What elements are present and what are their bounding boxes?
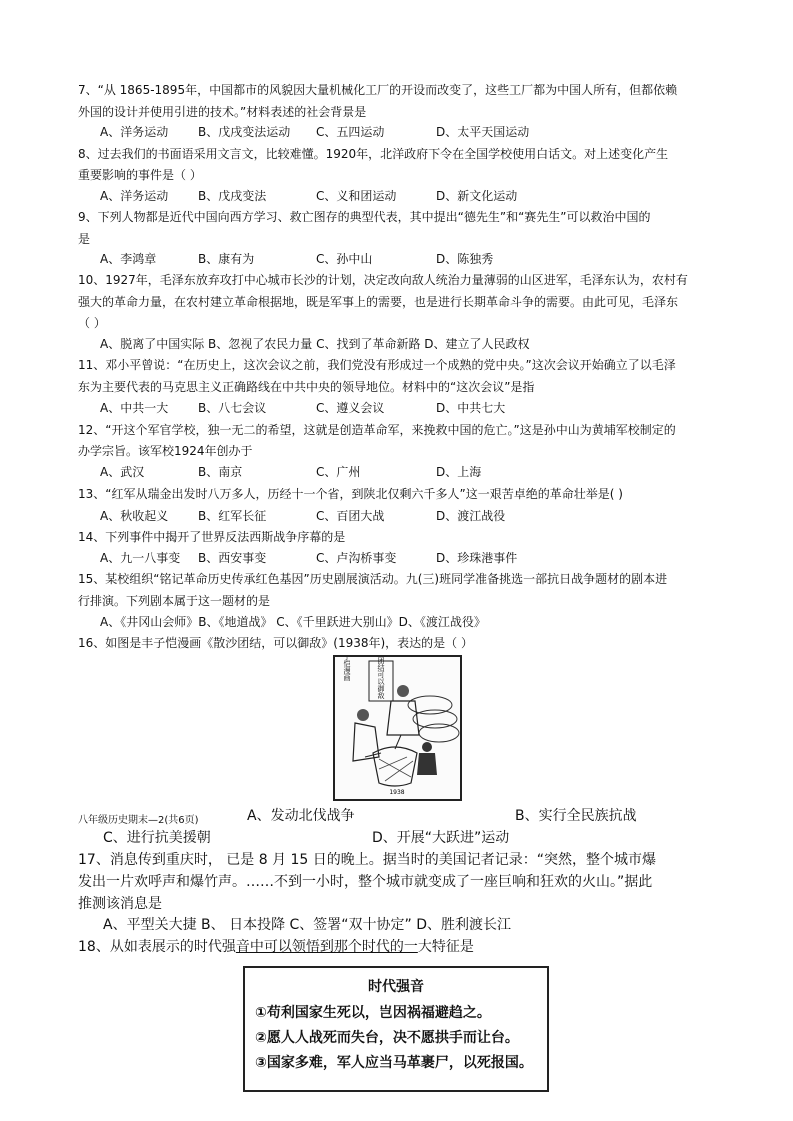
q7-stem-line1: 7、“从 1865-1895年，中国都市的风貌因大量机械化工厂的开设而改变了，这些工厂都为中国人所有，但都依赖 <box>78 83 678 97</box>
comic-illustration <box>335 657 460 799</box>
q15-options[interactable]: A、《井冈山会师》B、《地道战》 C、《千里跃进大别山》D、《渡江战役》 <box>100 615 486 629</box>
q16-option-b[interactable]: B、实行全民族抗战 <box>515 808 637 824</box>
q15-stem-line1: 15、某校组织“铭记革命历史传承红色基因”历史剧展演活动。九(三)班同学准备挑选一部抗日战争题材的剧本进 <box>78 572 668 586</box>
q13-option-b[interactable]: B、红军长征 <box>198 509 267 523</box>
box-line-1: ①苟利国家生死以，岂因祸福避趋之。 <box>255 1005 491 1021</box>
q14-option-d[interactable]: D、珍珠港事件 <box>436 551 518 565</box>
q8-option-d[interactable]: D、新文化运动 <box>436 189 518 203</box>
q13-option-d[interactable]: D、渡江战役 <box>436 509 506 523</box>
q9-option-d[interactable]: D、陈独秀 <box>436 252 494 266</box>
q10-stem-line1: 10、1927年，毛泽东放弃攻打中心城市长沙的计划，决定改向敌人统治力量薄弱的山区进军，毛泽东认为，农村有 <box>78 273 688 287</box>
q12-option-b[interactable]: B、南京 <box>198 465 243 479</box>
q8-option-a[interactable]: A、洋务运动 <box>100 189 169 203</box>
q14-stem-line1: 14、下列事件中揭开了世界反法西斯战争序幕的是 <box>78 530 346 544</box>
q15-stem-line2: 行排演。下列剧本属于这一题材的是 <box>78 594 271 608</box>
q16-option-c[interactable]: C、进行抗美援朝 <box>103 830 211 846</box>
q16-stem-line1: 16、如图是丰子恺漫画《散沙团结，可以御敌》(1938年)，表达的是（ ） <box>78 636 473 650</box>
comic-year: 1938 <box>389 789 405 796</box>
q7-stem-line2: 外国的设计并使用引进的技术。”材料表述的社会背景是 <box>78 105 367 119</box>
q9-option-c[interactable]: C、孙中山 <box>316 252 373 266</box>
q9-option-b[interactable]: B、康有为 <box>198 252 255 266</box>
q11-stem-line1: 11、邓小平曾说：“在历史上，这次会议之前，我们党没有形成过一个成熟的党中央。”这次会议开始确立了以毛泽 <box>78 358 676 372</box>
q8-stem-line1: 8、过去我们的书面语采用文言文，比较难懂。1920年，北洋政府下令在全国学校使用白话文。对上述变化产生 <box>78 147 669 161</box>
q7-option-c[interactable]: C、五四运动 <box>316 125 385 139</box>
q11-option-a[interactable]: A、中共一大 <box>100 401 169 415</box>
q14-option-c[interactable]: C、卢沟桥事变 <box>316 551 397 565</box>
q11-stem-line2: 东为主要代表的马克思主义正确路线在中共中央的领导地位。材料中的“这次会议”是指 <box>78 380 535 394</box>
q16-option-d[interactable]: D、开展“大跃进”运动 <box>372 830 510 846</box>
q13-option-c[interactable]: C、百团大战 <box>316 509 385 523</box>
q12-stem-line2: 办学宗旨。该军校1924年创办于 <box>78 444 253 458</box>
q11-option-d[interactable]: D、中共七大 <box>436 401 506 415</box>
q9-option-a[interactable]: A、李鸿章 <box>100 252 157 266</box>
q17-stem-line1: 17、消息传到重庆时， 已是 8 月 15 日的晚上。据当时的美国记者记录：“突然，整个城市爆 <box>78 852 657 868</box>
feng-zikai-comic <box>333 655 462 801</box>
q14-option-b[interactable]: B、西安事变 <box>198 551 267 565</box>
page-footer: 八年级历史期末—2(共6页) <box>78 815 199 826</box>
q17-options[interactable]: A、平型关大捷 B、 日本投降 C、签署“双十协定” D、胜利渡长江 <box>103 917 512 933</box>
q12-option-c[interactable]: C、广州 <box>316 465 361 479</box>
q8-stem-line2: 重要影响的事件是（ ） <box>78 168 202 182</box>
q10-options[interactable]: A、脱离了中国实际 B、忽视了农民力量 C、找到了革命新路 D、建立了人民政权 <box>100 337 530 351</box>
q8-option-b[interactable]: B、戊戌变法 <box>198 189 267 203</box>
q7-option-d[interactable]: D、太平天国运动 <box>436 125 530 139</box>
q13-option-a[interactable]: A、秋收起义 <box>100 509 169 523</box>
box-line-3: ③国家多难，军人应当马革裹尸，以死报国。 <box>255 1055 533 1071</box>
q8-option-c[interactable]: C、义和团运动 <box>316 189 397 203</box>
q7-option-b[interactable]: B、戊戌变法运动 <box>198 125 291 139</box>
q18-stem-part1: 18、从如表展示的时代强 <box>78 939 236 955</box>
era-voice-box <box>243 966 549 1092</box>
q14-option-a[interactable]: A、九一八事变 <box>100 551 181 565</box>
q18-stem <box>78 939 718 955</box>
comic-caption-right: 散沙团结可以御敌 <box>377 657 385 699</box>
q11-option-b[interactable]: B、八七会议 <box>198 401 267 415</box>
q11-option-c[interactable]: C、遵义会议 <box>316 401 385 415</box>
box-line-2: ②愿人人战死而失台，决不愿拱手而让台。 <box>255 1030 519 1046</box>
comic-caption-left: 子恺漫画 <box>343 657 351 681</box>
q13-stem-line1: 13、“红军从瑞金出发时八万多人，历经十一个省，到陕北仅剩六千多人”这一艰苦卓绝的革命壮举是( ) <box>78 487 623 501</box>
q9-stem-line2: 是 <box>78 232 91 246</box>
q12-stem-line1: 12、“开这个军官学校，独一无二的希望，这就是创造革命军，来挽救中国的危亡。”这是孙中山为黄埔军校制定的 <box>78 423 676 437</box>
q10-stem-line3: （ ） <box>78 316 106 330</box>
q10-stem-line2: 强大的革命力量，在农村建立革命根据地，既是军事上的需要，也是进行长期革命斗争的需要。由此可见，毛泽东 <box>78 295 679 309</box>
q16-option-a[interactable]: A、发动北伐战争 <box>247 808 355 824</box>
q18-stem-part2: 音中可以领悟到那个时代的一 <box>235 939 418 955</box>
q12-option-d[interactable]: D、上海 <box>436 465 482 479</box>
q9-stem-line1: 9、下列人物都是近代中国向西方学习、救亡图存的典型代表，其中提出“德先生”和“赛先生”可以救治中国的 <box>78 210 651 224</box>
box-title: 时代强音 <box>368 979 424 995</box>
q17-stem-line3: 推测该消息是 <box>78 896 162 912</box>
q18-stem-part3: 大特征是 <box>417 939 474 955</box>
q7-option-a[interactable]: A、洋务运动 <box>100 125 169 139</box>
q12-option-a[interactable]: A、武汉 <box>100 465 145 479</box>
q17-stem-line2: 发出一片欢呼声和爆竹声。……不到一小时，整个城市就变成了一座巨响和狂欢的火山。”据此 <box>78 874 653 890</box>
